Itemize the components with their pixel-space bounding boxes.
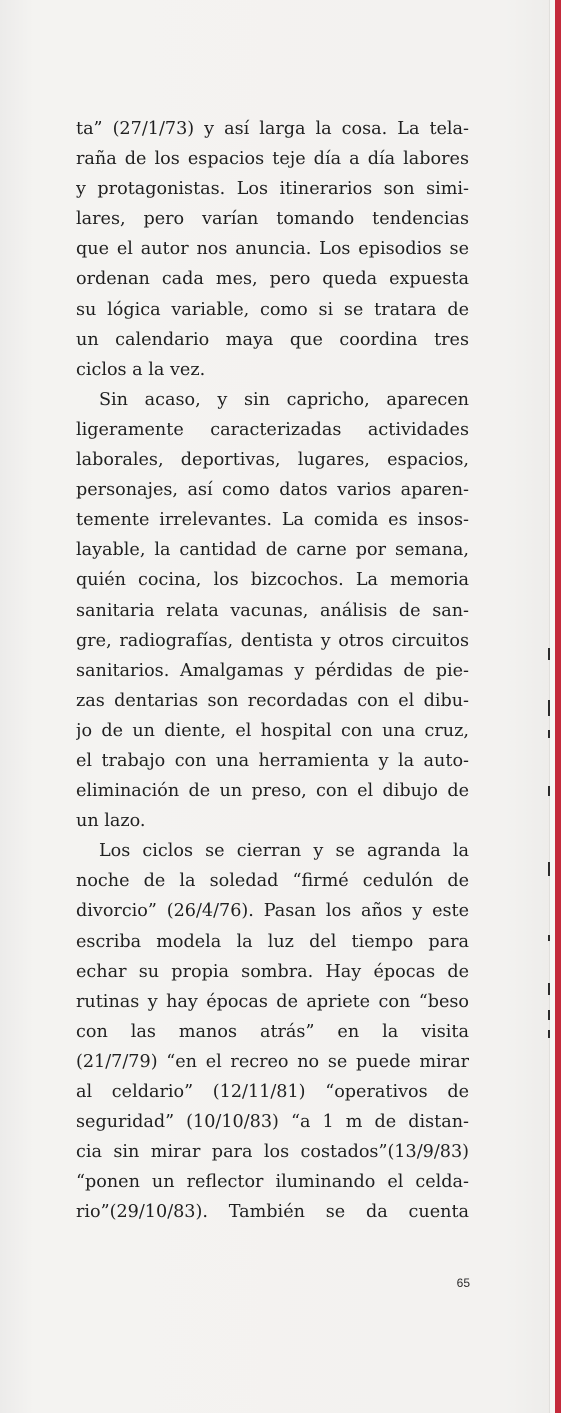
edge-mark (548, 730, 550, 738)
text-line: noche de la soledad “firmé cedulón de (76, 871, 469, 892)
text-line: ligeramente caracterizadas actividades (76, 419, 469, 440)
text-line: un lazo. (76, 811, 146, 832)
paragraph-2 (76, 385, 469, 836)
text-line: personajes, así como datos varios aparen- (76, 480, 469, 501)
text-line: divorcio” (26/4/76). Pasan los años y este (76, 901, 469, 922)
text-line: con las manos atrás” en la visita (76, 1021, 469, 1042)
binding-edge (555, 0, 561, 1413)
edge-mark (548, 862, 550, 876)
text-line: el trabajo con una herramienta y la auto- (76, 750, 469, 771)
paragraph-3 (76, 836, 469, 1227)
text-line: (21/7/79) “en el recreo no se puede mirar (76, 1051, 469, 1072)
text-line: temente irrelevantes. La comida es insos- (76, 510, 469, 531)
text-line: rutinas y hay épocas de apriete con “beso (76, 991, 469, 1012)
edge-mark (548, 786, 550, 796)
text-line: jo de un diente, el hospital con una cruz, (76, 720, 469, 741)
edge-mark (548, 935, 550, 941)
text-line: ta” (27/1/73) y así larga la cosa. La tela- (76, 119, 469, 139)
text-line: layable, la cantidad de carne por semana, (76, 540, 469, 561)
text-line: ordenan cada mes, pero queda expuesta (76, 269, 469, 290)
edge-mark (548, 1030, 550, 1038)
text-line: raña de los espacios teje día a día labores (76, 149, 469, 170)
text-line: Los ciclos se cierran y se agranda la (99, 841, 469, 862)
edge-mark (548, 1010, 550, 1020)
text-line: un calendario maya que coordina tres (76, 329, 469, 350)
text-line: echar su propia sombra. Hay épocas de (76, 961, 469, 982)
text-line: su lógica variable, como si se tratara de (76, 299, 469, 320)
text-line: sanitaria relata vacunas, análisis de san- (76, 600, 469, 621)
text-line: gre, radiografías, dentista y otros circuitos (76, 630, 469, 651)
text-line: sanitarios. Amalgamas y pérdidas de pie- (76, 660, 469, 681)
text-line: seguridad” (10/10/83) “a 1 m de distan- (76, 1112, 469, 1133)
text-line: escriba modela la luz del tiempo para (76, 931, 469, 952)
edge-mark (548, 983, 550, 995)
text-line: que el autor nos anuncia. Los episodios se (76, 239, 469, 260)
text-line: cia sin mirar para los costados”(13/9/83) (76, 1142, 469, 1163)
page-number: 65 (456, 1276, 470, 1290)
text-line: zas dentarias son recordadas con el dibu- (76, 690, 469, 711)
text-line: y protagonistas. Los itinerarios son simi- (76, 179, 469, 200)
text-line: lares, pero varían tomando tendencias (76, 209, 469, 230)
edge-mark (548, 648, 550, 660)
text-line: laborales, deportivas, lugares, espacios, (76, 450, 469, 471)
text-line: al celdario” (12/11/81) “operativos de (76, 1082, 469, 1102)
text-line: eliminación de un preso, con el dibujo de (76, 781, 469, 802)
text-line: ciclos a la vez. (76, 359, 206, 380)
paragraph-1 (76, 114, 469, 385)
text-line: rio”(29/10/83). También se da cuenta (76, 1202, 469, 1223)
text-line: “ponen un reflector iluminando el celda- (76, 1172, 469, 1193)
body-text (76, 114, 469, 1227)
text-line: quién cocina, los bizcochos. La memoria (76, 570, 469, 591)
edge-mark (548, 700, 550, 716)
text-line: Sin acaso, y sin capricho, aparecen (99, 389, 469, 410)
